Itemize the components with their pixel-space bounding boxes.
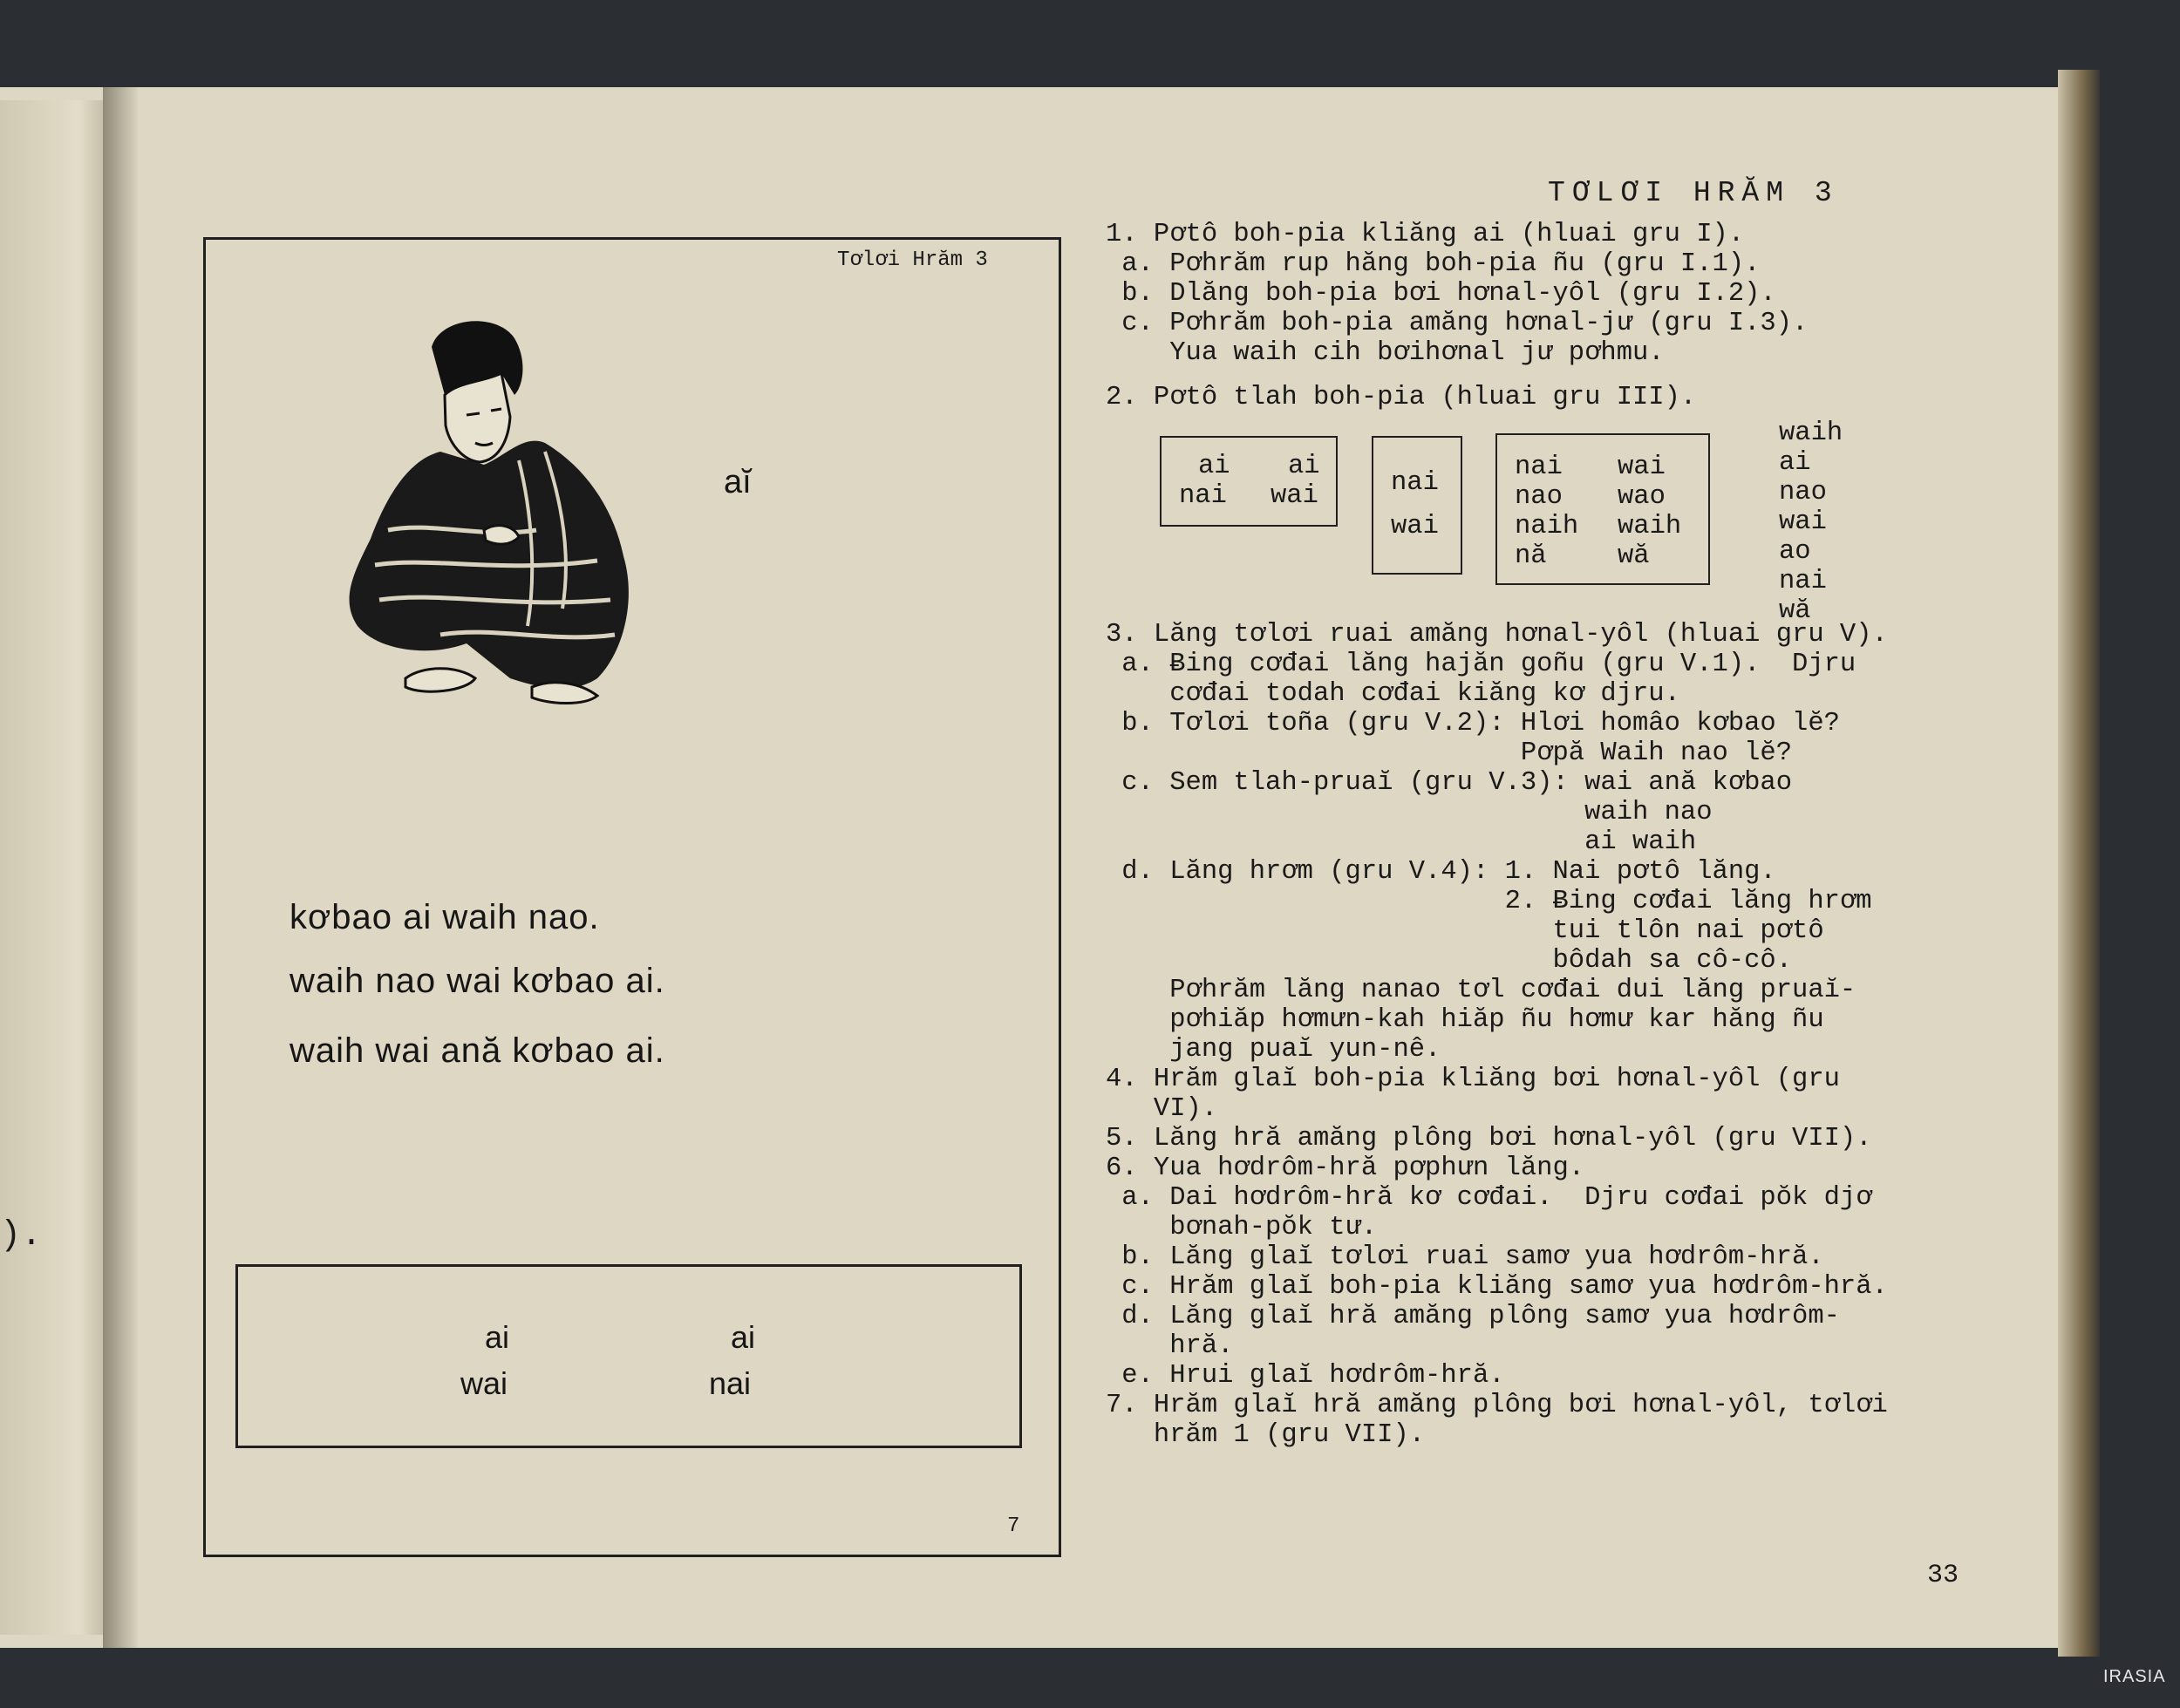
- instruction-line: bơnah-pŏk tư.: [1106, 1213, 1378, 1242]
- table-word: ai: [1288, 452, 1320, 481]
- instruction-line: 1. Pơtô boh-pia kliăng ai (hluai gru I).: [1106, 220, 1745, 249]
- instruction-line: 4. Hrăm glaĭ boh-pia kliăng bơi hơnal-yôl (gru: [1106, 1065, 1840, 1094]
- left-page-number: 7: [1007, 1514, 1020, 1538]
- word-box: [235, 1264, 1022, 1448]
- word-list-item: waih: [1779, 418, 1843, 448]
- reading-sentence: waih wai ană kơbao ai.: [290, 1031, 665, 1070]
- table-word: wai: [1391, 512, 1439, 541]
- instruction-line: 2. Pơtô tlah boh-pia (hluai gru III).: [1106, 383, 1697, 412]
- lesson-title: TƠLƠI HRĂM 3: [1548, 177, 1839, 209]
- instruction-line: 6. Yua hơdrôm-hră pơphưn lăng.: [1106, 1153, 1585, 1183]
- word-list-item: wai: [1779, 507, 1827, 537]
- instruction-line: bôdah sa cô-cô.: [1106, 946, 1793, 976]
- instruction-line: e. Hrui glaĭ hơdrôm-hră.: [1106, 1361, 1505, 1391]
- syllable-table: [1160, 436, 1338, 527]
- table-word: waih: [1618, 512, 1682, 541]
- word-list-item: ao: [1779, 537, 1811, 567]
- table-word: nai: [1515, 453, 1563, 482]
- word-list-item: wă: [1779, 596, 1811, 626]
- table-word: nai: [1391, 468, 1439, 498]
- table-word: wă: [1618, 541, 1650, 571]
- word-box-word: nai: [709, 1365, 752, 1401]
- table-word: ai: [1198, 452, 1230, 481]
- left-page-header: Tơlơi Hrăm 3: [837, 248, 988, 272]
- instruction-line: a. Pơhrăm rup hăng boh-pia ñu (gru I.1).: [1106, 249, 1761, 279]
- instruction-line: 7. Hrăm glaĭ hră amăng plông bơi hơnal-yôl, tơlơi: [1106, 1391, 1888, 1420]
- margin-fragment: ).: [0, 1216, 43, 1255]
- instruction-line: cơđai todah cơđai kiăng kơ djru.: [1106, 679, 1680, 709]
- table-word: wai: [1618, 453, 1666, 482]
- word-list-item: nai: [1779, 567, 1827, 596]
- instruction-line: waih nao: [1106, 798, 1713, 827]
- instruction-line: Yua waih cih bơihơnal jư pơhmu.: [1106, 338, 1665, 368]
- reading-sentence: waih nao wai kơbao ai.: [290, 962, 665, 1000]
- left-page-edge: [0, 100, 113, 1635]
- instruction-line: hrăm 1 (gru VII).: [1106, 1420, 1426, 1450]
- word-list: [1779, 418, 1843, 626]
- instruction-line: Pơhrăm lăng nanao tơl cơđai dui lăng pruaĭ-: [1106, 976, 1856, 1005]
- instruction-line: b. Tơlơi toña (gru V.2): Hlơi homâo kơbao lĕ?: [1106, 709, 1840, 738]
- table-word: wao: [1618, 482, 1666, 512]
- instruction-line: jang puaĭ yun-nê.: [1106, 1035, 1441, 1065]
- table-word: naih: [1515, 512, 1579, 541]
- word-list-item: nao: [1779, 478, 1827, 507]
- instruction-line: Pơpă Waih nao lĕ?: [1106, 738, 1793, 768]
- instruction-line: 2. Ƀing cơđai lăng hrơm: [1106, 887, 1872, 916]
- word-box-word: ai: [731, 1319, 756, 1355]
- reading-sentence: kơbao ai waih nao.: [290, 898, 600, 936]
- instruction-line: ai waih: [1106, 827, 1697, 857]
- instruction-line: VI).: [1106, 1094, 1218, 1124]
- word-box-word: ai: [485, 1319, 510, 1355]
- instruction-line: 5. Lăng hră amăng plông bơi hơnal-yôl (gru VII).: [1106, 1124, 1872, 1153]
- teacher-instructions: [1106, 220, 1888, 1450]
- instruction-line: tui tlôn nai pơtô: [1106, 916, 1824, 946]
- word-list-item: ai: [1779, 448, 1811, 478]
- right-page-number: 33: [1927, 1561, 1959, 1590]
- syllable-table: [1495, 433, 1710, 585]
- figure-caption: aĭ: [724, 464, 752, 500]
- instruction-line: d. Lăng glaĭ hră amăng plông samơ yua hơdrôm-: [1106, 1302, 1840, 1331]
- instruction-line: c. Sem tlah-pruaĭ (gru V.3): wai ană kơbao: [1106, 768, 1793, 798]
- syllable-table: [1372, 436, 1462, 575]
- instruction-line: d. Lăng hrơm (gru V.4): 1. Nai pơtô lăng.: [1106, 857, 1776, 887]
- crouching-boy-illustration: [336, 312, 641, 739]
- instruction-line: hră.: [1106, 1331, 1234, 1361]
- instruction-line: a. Dai hơdrôm-hră kơ cơđai. Djru cơđai pŏk djơ: [1106, 1183, 1872, 1213]
- instruction-line: c. Pơhrăm boh-pia amăng hơnal-jư (gru I.3).: [1106, 309, 1809, 338]
- table-word: nai: [1179, 481, 1227, 511]
- table-word: wai: [1271, 481, 1318, 511]
- instruction-line: b. Lăng glaĭ tơlơi ruai samơ yua hơdrôm-hră.: [1106, 1242, 1824, 1272]
- instruction-line: a. Ƀing cơđai lăng hajăn goñu (gru V.1). Djru: [1106, 650, 1856, 679]
- book-spine: [103, 87, 138, 1648]
- word-box-word: wai: [460, 1365, 508, 1401]
- instruction-line: 3. Lăng tơlơi ruai amăng hơnal-yôl (hluai gru V).: [1106, 620, 1888, 650]
- table-word: nao: [1515, 482, 1563, 512]
- right-page-edge: [2058, 70, 2100, 1657]
- table-word: nă: [1515, 541, 1547, 571]
- watermark: IRASIA: [2103, 1667, 2166, 1686]
- instruction-line: c. Hrăm glaĭ boh-pia kliăng samơ yua hơdrôm-hră.: [1106, 1272, 1888, 1302]
- instruction-line: pơhiăp hơmưn-kah hiăp ñu hơmư kar hăng ñu: [1106, 1005, 1824, 1035]
- instruction-line: b. Dlăng boh-pia bơi hơnal-yôl (gru I.2).: [1106, 279, 1776, 309]
